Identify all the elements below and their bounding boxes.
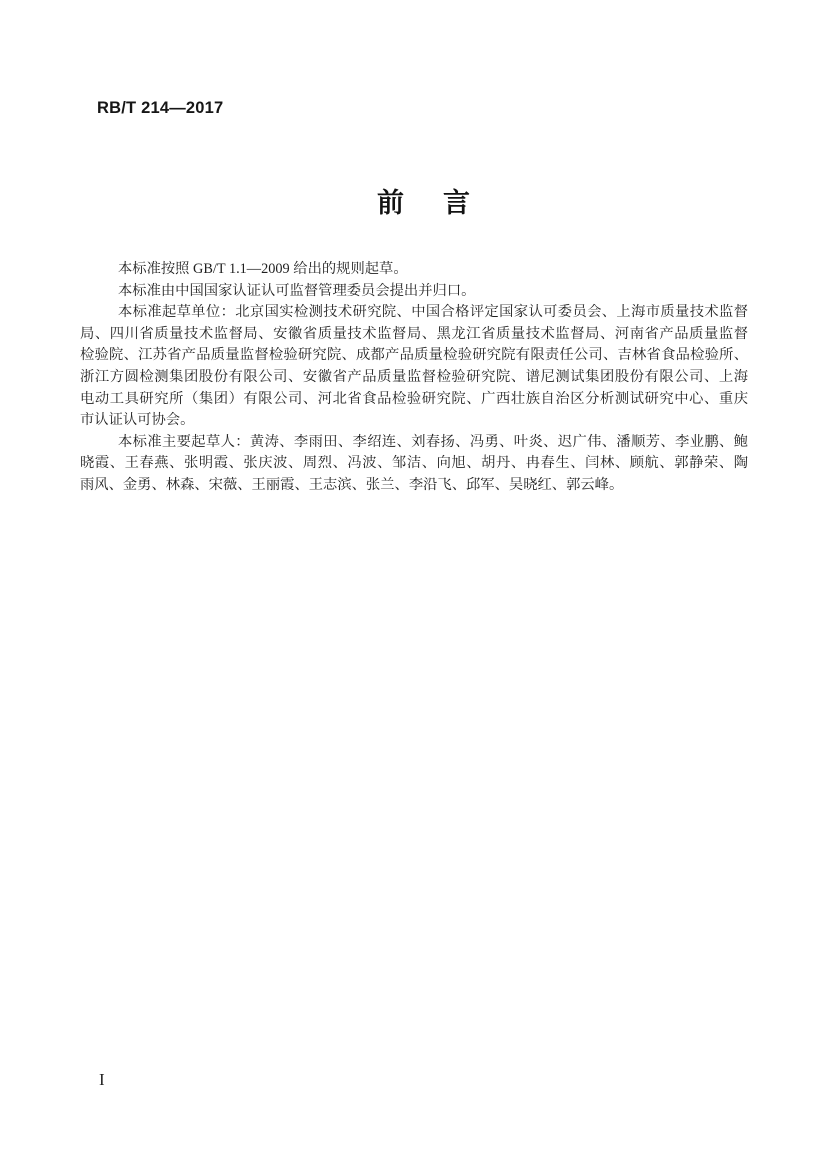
foreword-body [80,259,748,497]
body-text-line: 浙江方圆检测集团股份有限公司、安徽省产品质量监督检验研究院、谱尼测试集团股份有限公司、上海 [80,368,748,385]
body-text-line: 检验院、江苏省产品质量监督检验研究院、成都产品质量检验研究院有限责任公司、吉林省食品检验所、 [80,347,748,364]
foreword-title: 前言 [377,188,509,218]
body-text-line: 本标准按照 GB/T 1.1—2009 给出的规则起草。 [118,261,408,277]
body-text-line: 电动工具研究所（集团）有限公司、河北省食品检验研究院、广西壮族自治区分析测试研究中心、重庆 [80,390,748,407]
body-text-line: 晓霞、王春燕、张明霞、张庆波、周烈、冯波、邹洁、向旭、胡丹、冉春生、闫林、顾航、郭静荣、陶 [80,455,748,472]
page-number: I [99,1070,105,1089]
body-text-line: 本标准由中国国家认证认可监督管理委员会提出并归口。 [118,282,476,299]
body-text-line: 市认证认可协会。 [80,412,195,429]
body-text-line: 雨风、金勇、林森、宋薇、王丽霞、王志滨、张兰、李沿飞、邱军、吴晓红、郭云峰。 [80,476,624,493]
body-text-line: 局、四川省质量技术监督局、安徽省质量技术监督局、黑龙江省质量技术监督局、河南省产品质量监督 [80,325,748,342]
body-text-line: 本标准主要起草人：黄涛、李雨田、李绍连、刘春扬、冯勇、叶炎、迟广伟、潘顺芳、李业鹏、鲍 [118,433,748,450]
standard-number-header: RB/T 214—2017 [97,99,224,117]
body-text-line: 本标准起草单位：北京国实检测技术研究院、中国合格评定国家认可委员会、上海市质量技术监督 [118,304,748,321]
